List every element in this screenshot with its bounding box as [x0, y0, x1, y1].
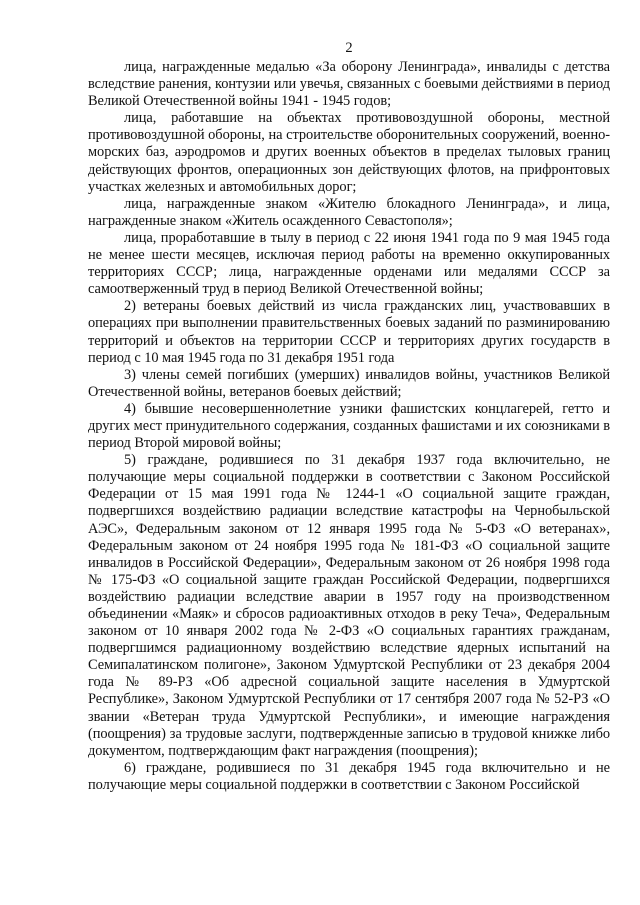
document-page	[88, 0, 610, 905]
document-body	[88, 59, 610, 794]
page-number: 2	[345, 40, 353, 56]
paragraph-item-5: 5) граждане, родившиеся по 31 декабря 1937 года включительно, не получающие меры социальной поддержки в соответствии с Законом Российской Федерации от 15 мая 1991 года № 1244-1 «О социальной защите граждан, подвергшихся воздействию радиации вследствие катастрофы на Чернобыльской АЭС», Федеральным законом от 12 января 1995 года № 5-ФЗ «О ветеранах», Федеральным законом от 24 ноября 1995 года № 181-ФЗ «О социальной защите инвалидов в Российской Федерации», Федеральным законом от 26 ноября 1998 года № 175-ФЗ «О социальной защите граждан Российской Федерации, подвергшихся воздействию радиации вследствие аварии в 1957 году на производственном объединении «Маяк» и сбросов радиоактивных отходов в реку Теча», Федеральным законом от 10 января 2002 года № 2-ФЗ «О социальных гарантиях гражданам, подвергшимся радиационному воздействию вследствие ядерных испытаний на Семипалатинском полигоне», Законом Удмуртской Республики от 23 декабря 2004 года № 89-РЗ «Об адресной социальной защите населения в Удмуртской Республике», Законом Удмуртской Республики от 17 сентября 2007 года № 52-РЗ «О звании «Ветеран труда Удмуртской Республики», и имеющие награждения (поощрения) за трудовые заслуги, подтвержденные записью в трудовой книжке либо документом, подтверждающим факт награждения (поощрения);	[88, 452, 610, 759]
paragraph-air-defense-workers: лица, работавшие на объектах противовоздушной обороны, местной противовоздушной обороны, на строительстве оборонительных сооружений, военно-морских баз, аэродромов и других военных объектов в пределах тыловых границ действующих фронтов, операционных зон действующих флотов, на прифронтовых участках железных и автомобильных дорог;	[88, 110, 610, 195]
paragraph-item-6: 6) граждане, родившиеся по 31 декабря 1945 года включительно и не получающие меры социальной поддержки в соответствии с Законом Российской	[88, 759, 610, 793]
paragraph-home-front-workers: лица, проработавшие в тылу в период с 22 июня 1941 года по 9 мая 1945 года не менее шести месяцев, исключая период работы на временно оккупированных территориях СССР; лица, награжденные орденами или медалями СССР за самоотверженный труд в период Великой Отечественной войны;	[88, 229, 610, 298]
paragraph-item-3: 3) члены семей погибших (умерших) инвалидов войны, участников Великой Отечественной войны, ветеранов боевых действий;	[88, 366, 610, 400]
paragraph-item-4: 4) бывшие несовершеннолетние узники фашистских концлагерей, гетто и других мест принудительного содержания, созданных фашистами и их союзниками в период Второй мировой войны;	[88, 400, 610, 452]
paragraph-leningrad-medal: лица, награжденные медалью «За оборону Ленинграда», инвалиды с детства вследствие ранения, контузии или увечья, связанных с боевыми действиями в период Великой Отечественной войны 1941 - 1945 годов;	[88, 59, 610, 110]
paragraph-item-2: 2) ветераны боевых действий из числа гражданских лиц, участвовавших в операциях при выполнении правительственных боевых заданий по разминированию территорий и объектов на территории СССР и территориях других государств в период с 10 мая 1945 года по 31 декабря 1951 года	[88, 298, 610, 366]
paragraph-blockade-badge: лица, награжденные знаком «Жителю блокадного Ленинграда», и лица, награжденные знаком «Житель осажденного Севастополя»;	[88, 195, 610, 229]
